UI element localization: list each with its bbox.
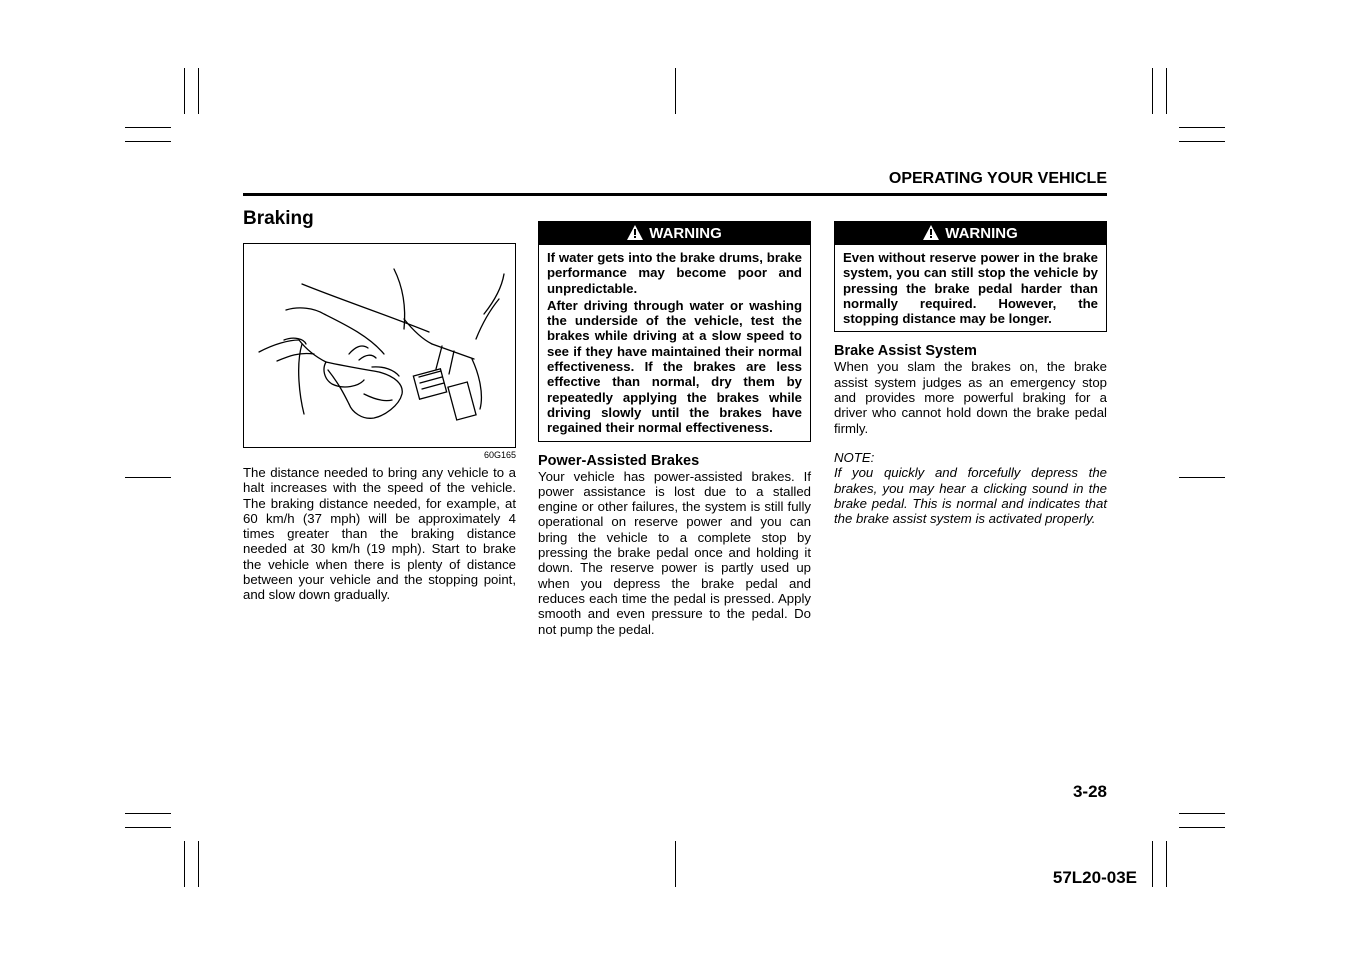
section-title: Braking xyxy=(243,208,314,229)
warning-body xyxy=(539,245,810,441)
warning-body xyxy=(835,245,1106,331)
figure-code: 60G165 xyxy=(483,450,516,460)
warning-triangle-icon xyxy=(923,224,939,247)
column-power-assisted xyxy=(538,208,811,637)
warning-box xyxy=(834,221,1107,332)
power-assisted-body-text: Your vehicle has power-assisted brakes. If power assistance is lost due to a stalled engine or other failures, the system is still fully operational on reserve power and you can bring the vehicle to a complete stop by pressing the brake pedal once and holding it down. The reserve power is partly used up when you depress the brake pedal and reduces each time the pedal is pressed. Apply smooth and even pressure to the pedal. Do not pump the pedal. xyxy=(538,468,811,637)
page-number: 3-28 xyxy=(1072,782,1107,801)
document-code: 57L20-03E xyxy=(1052,868,1137,887)
warning-label: WARNING xyxy=(945,225,1018,242)
subsection-title: Brake Assist System xyxy=(834,343,977,360)
warning-text: If water gets into the brake drums, brake performance may become poor and unpredictable. xyxy=(547,250,802,296)
header-rule xyxy=(243,193,1107,196)
column-brake-assist xyxy=(834,208,1107,526)
brake-assist-body-text: When you slam the brakes on, the brake assist system judges as an emergency stop and provides more powerful braking for a driver who cannot hold down the brake pedal firmly. xyxy=(834,359,1107,436)
warning-triangle-icon xyxy=(627,224,643,247)
warning-text: After driving through water or washing the underside of the vehicle, test the brakes while driving at a slow speed to see if they have maintained their normal effectiveness. If the brakes are less effective than normal, dry them by repeatedly applying the brakes while driving slowly until the brakes have regained their normal effectiveness. xyxy=(547,297,802,436)
section-header: OPERATING YOUR VEHICLE xyxy=(888,170,1107,187)
warning-box xyxy=(538,221,811,442)
note-text: If you quickly and forcefully depress the brakes, you may hear a clicking sound in the brake pedal. This is normal and indicates that the brake assist system is activated properly. xyxy=(834,465,1107,527)
subsection-title: Power-Assisted Brakes xyxy=(538,452,700,469)
braking-body-text: The distance needed to bring any vehicle to a halt increases with the speed of the vehicle. The braking distance needed, for example, at 60 km/h (37 mph) will be approximately 4 times greater than the braking distance needed at 30 km/h (19 mph). Start to brake the vehicle when there is plenty of distance between your vehicle and the stopping point, and slow down gradually. xyxy=(243,465,516,603)
warning-header xyxy=(539,222,810,245)
warning-header xyxy=(835,222,1106,245)
brake-pedal-illustration xyxy=(243,243,516,448)
column-braking xyxy=(243,208,516,603)
warning-text: Even without reserve power in the brake system, you can still stop the vehicle by pressing the brake pedal harder than normally required. However, the stopping distance may be longer. xyxy=(843,250,1098,327)
warning-label: WARNING xyxy=(649,225,722,242)
note-label: NOTE: xyxy=(834,449,875,465)
